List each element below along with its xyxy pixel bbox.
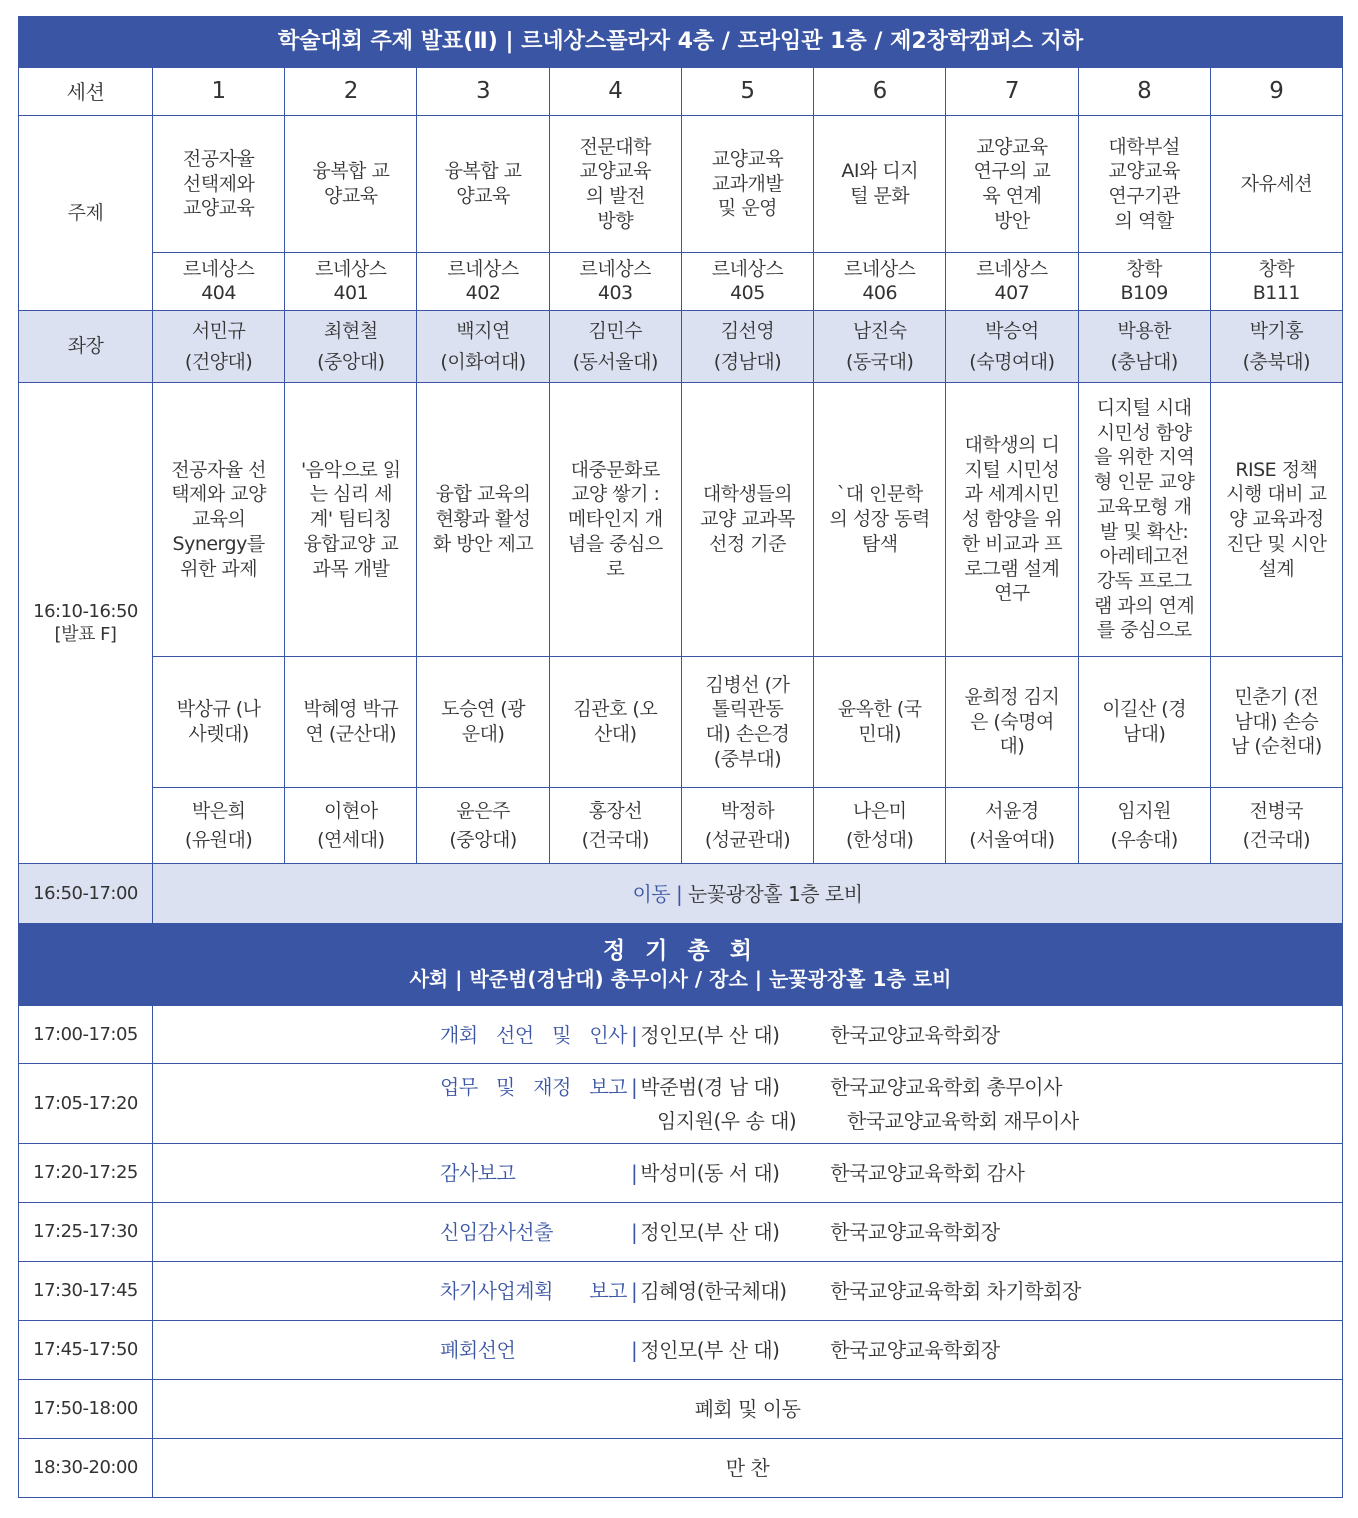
session-discussant <box>417 788 549 864</box>
event-time: 17:05-17:20 <box>19 1064 153 1144</box>
chair-affiliation: (동국대) <box>846 350 914 373</box>
event-person: 박성미(동 서 대) <box>640 1161 780 1185</box>
chair-affiliation: (충남대) <box>1110 350 1178 373</box>
session-number: 5 <box>681 68 813 116</box>
event-bar: | <box>631 1161 638 1185</box>
session-topic: 교양교육 연구의 교육 연계 방안 <box>946 116 1078 253</box>
chair-affiliation: (충북대) <box>1242 350 1311 373</box>
event-label: 개회 선언 및 인사 <box>440 1022 627 1047</box>
event-line <box>155 1070 1340 1104</box>
chair-name: 김민수 <box>588 320 643 343</box>
session-topic: 자유세션 <box>1210 116 1342 253</box>
session-number: 1 <box>153 68 285 116</box>
meeting-event-row <box>19 1144 1343 1203</box>
chair-affiliation: (경남대) <box>713 350 782 373</box>
event-line <box>155 1278 1340 1304</box>
dinner-text: 만 찬 <box>153 1439 1343 1498</box>
table-title: 학술대회 주제 발표(Ⅱ) | 르네상스플라자 4층 / 프라임관 1층 / 제2창학캠퍼스 지하 <box>19 17 1343 68</box>
discussant-name: 임지원 <box>1117 800 1171 822</box>
session-topic: 융복합 교양교육 <box>417 116 549 253</box>
event-time: 17:25-17:30 <box>19 1203 153 1262</box>
event-bar: | <box>631 1074 638 1099</box>
session-presenter: 윤옥한 (국민대) <box>814 657 946 788</box>
meeting-event-row <box>19 1321 1343 1380</box>
event-role: 한국교양교육학회 총무이사 <box>830 1074 1062 1099</box>
session-room: 창학 B111 <box>1210 253 1342 311</box>
event-detail <box>153 1203 1343 1262</box>
session-discussant <box>1078 788 1210 864</box>
event-line <box>155 1160 1340 1186</box>
discussant-name: 박은희 <box>191 800 246 822</box>
session-chair <box>153 311 285 383</box>
event-detail <box>153 1064 1343 1144</box>
session-paper-title: 대중문화로 교양 쌓기 : 메타인지 개념을 중심으로 <box>549 383 681 657</box>
event-time: 17:30-17:45 <box>19 1262 153 1321</box>
session-discussant <box>814 788 946 864</box>
discussant-affiliation: (한성대) <box>846 828 914 851</box>
dinner-time: 18:30-20:00 <box>19 1439 153 1498</box>
session-topic: 융복합 교양교육 <box>285 116 417 253</box>
session-paper-title: 융합 교육의 현황과 활성화 방안 제고 <box>417 383 549 657</box>
event-person: 박준범(경 남 대) <box>640 1074 780 1099</box>
dinner-row <box>19 1439 1343 1498</box>
event-line <box>155 1022 1340 1048</box>
session-chair <box>285 311 417 383</box>
schedule-table <box>18 16 1343 1498</box>
event-role: 한국교양교육학회 차기학회장 <box>830 1279 1081 1303</box>
discussant-affiliation: (성균관대) <box>704 828 791 851</box>
event-person: 정인모(부 산 대) <box>640 1022 780 1047</box>
event-time: 17:20-17:25 <box>19 1144 153 1203</box>
session-discussant <box>946 788 1078 864</box>
discussant-affiliation: (건국대) <box>1242 828 1311 851</box>
event-line <box>155 1337 1340 1363</box>
session-paper-title: 대학생들의 교양 교과목 선정 기준 <box>681 383 813 657</box>
general-meeting-title: 정 기 총 회 <box>603 937 758 964</box>
event-person: 정인모(부 산 대) <box>640 1338 780 1362</box>
event-detail <box>153 1321 1343 1380</box>
event-person-2: 임지원(우 송 대) <box>657 1108 797 1133</box>
event-line-2 <box>155 1104 1340 1138</box>
session-chair <box>549 311 681 383</box>
presentation-time: 16:10-16:50 <box>33 600 138 622</box>
session-room: 르네상스 402 <box>417 253 549 311</box>
presentation-time-cell <box>19 383 153 864</box>
session-number: 3 <box>417 68 549 116</box>
session-number: 2 <box>285 68 417 116</box>
session-chair <box>814 311 946 383</box>
discussant-name: 홍장선 <box>588 800 643 822</box>
session-topic: AI와 디지털 문화 <box>814 116 946 253</box>
chair-name: 박기홍 <box>1249 320 1304 343</box>
event-detail <box>153 1006 1343 1064</box>
chair-name: 서민규 <box>191 320 246 343</box>
move-time: 16:50-17:00 <box>19 864 153 924</box>
discussant-affiliation: (유원대) <box>184 828 253 851</box>
event-label: 차기사업계획 보고 <box>440 1279 627 1303</box>
event-bar: | <box>631 1279 638 1303</box>
event-detail <box>153 1262 1343 1321</box>
session-presenter: 김병선 (가톨릭관동대) 손은경 (중부대) <box>681 657 813 788</box>
meeting-event-row <box>19 1064 1343 1144</box>
discussant-name: 윤은주 <box>456 800 510 822</box>
event-label: 폐회선언 <box>440 1338 516 1362</box>
session-chair <box>1210 311 1342 383</box>
session-paper-title: 디지털 시대 시민성 함양을 위한 지역형 인문 교양교육모형 개발 및 확산: 아레테고전 강독 프로그램 과의 연계를 중심으로 <box>1078 383 1210 657</box>
chair-affiliation: (건양대) <box>184 350 253 373</box>
session-paper-title: '음악으로 읽는 심리 세계' 팀티칭 융합교양 교과목 개발 <box>285 383 417 657</box>
session-discussant <box>1210 788 1342 864</box>
session-discussant <box>681 788 813 864</box>
topic-label: 주제 <box>19 116 153 311</box>
discussant-affiliation: (연세대) <box>317 828 385 851</box>
discussant-affiliation: (서울여대) <box>969 828 1055 851</box>
session-chair <box>946 311 1078 383</box>
discussant-affiliation: (우송대) <box>1110 828 1178 851</box>
event-bar: | <box>631 1022 638 1047</box>
event-role: 한국교양교육학회장 <box>830 1220 1000 1244</box>
chair-name: 박용한 <box>1117 320 1171 343</box>
session-number: 6 <box>814 68 946 116</box>
chair-affiliation: (숙명여대) <box>969 350 1055 373</box>
session-presenter: 윤희정 김지은 (숙명여대) <box>946 657 1078 788</box>
discussant-name: 나은미 <box>852 800 907 822</box>
chair-label: 좌장 <box>19 311 153 383</box>
session-room: 르네상스 401 <box>285 253 417 311</box>
session-topic: 교양교육 교과개발 및 운영 <box>681 116 813 253</box>
session-paper-title: `대 인문학의 성장 동력 탐색 <box>814 383 946 657</box>
session-topic: 전공자율 선택제와 교양교육 <box>153 116 285 253</box>
session-presenter: 김관호 (오산대) <box>549 657 681 788</box>
session-chair <box>1078 311 1210 383</box>
event-line <box>155 1219 1340 1245</box>
chair-name: 박승억 <box>985 320 1039 343</box>
chair-name: 백지연 <box>456 320 510 343</box>
session-presenter: 박혜영 박규연 (군산대) <box>285 657 417 788</box>
session-number: 7 <box>946 68 1078 116</box>
general-meeting-subtitle: 사회 | 박준범(경남대) 총무이사 / 장소 | 눈꽃광장홀 1층 로비 <box>409 967 952 992</box>
session-discussant <box>285 788 417 864</box>
session-number: 4 <box>549 68 681 116</box>
chair-affiliation: (동서울대) <box>572 350 658 373</box>
chair-name: 최현철 <box>324 320 378 343</box>
move-cell <box>153 864 1343 924</box>
closing-time: 17:50-18:00 <box>19 1380 153 1439</box>
move-bar: | <box>675 881 683 906</box>
session-paper-title: RISE 정책 시행 대비 교양 교육과정 진단 및 시안 설계 <box>1210 383 1342 657</box>
chair-name: 김선영 <box>720 320 775 343</box>
event-label: 업무 및 재정 보고 <box>440 1074 627 1099</box>
presentation-label: [발표 F] <box>54 624 117 645</box>
session-label: 세션 <box>19 68 153 116</box>
session-presenter: 이길산 (경남대) <box>1078 657 1210 788</box>
closing-row <box>19 1380 1343 1439</box>
session-discussant <box>153 788 285 864</box>
discussant-affiliation: (건국대) <box>581 828 649 851</box>
event-label: 신임감사선출 <box>440 1220 553 1244</box>
session-chair <box>417 311 549 383</box>
event-person: 김혜영(한국체대) <box>640 1279 787 1303</box>
event-person: 정인모(부 산 대) <box>640 1220 780 1244</box>
event-detail <box>153 1144 1343 1203</box>
chair-affiliation: (중앙대) <box>317 350 385 373</box>
discussant-name: 서윤경 <box>985 800 1039 822</box>
meeting-event-row <box>19 1262 1343 1321</box>
session-paper-title: 전공자율 선택제와 교양교육의 Synergy를 위한 과제 <box>153 383 285 657</box>
session-discussant <box>549 788 681 864</box>
session-room: 르네상스 403 <box>549 253 681 311</box>
session-room: 르네상스 404 <box>153 253 285 311</box>
session-number: 9 <box>1210 68 1342 116</box>
event-role: 한국교양교육학회 감사 <box>830 1161 1025 1185</box>
chair-name: 남진숙 <box>852 320 907 343</box>
event-bar: | <box>631 1220 638 1244</box>
discussant-name: 이현아 <box>324 800 378 822</box>
event-role: 한국교양교육학회장 <box>830 1022 1000 1047</box>
event-time: 17:00-17:05 <box>19 1006 153 1064</box>
session-room: 르네상스 406 <box>814 253 946 311</box>
session-room: 창학 B109 <box>1078 253 1210 311</box>
event-label: 감사보고 <box>440 1161 516 1185</box>
session-room: 르네상스 407 <box>946 253 1078 311</box>
session-topic: 전문대학 교양교육의 발전 방향 <box>549 116 681 253</box>
session-presenter: 민춘기 (전남대) 손승남 (순천대) <box>1210 657 1342 788</box>
session-room: 르네상스 405 <box>681 253 813 311</box>
session-presenter: 박상규 (나사렛대) <box>153 657 285 788</box>
event-role-2: 한국교양교육학회 재무이사 <box>847 1108 1079 1133</box>
closing-text: 폐회 및 이동 <box>153 1380 1343 1439</box>
event-role: 한국교양교육학회장 <box>830 1338 1000 1362</box>
event-time: 17:45-17:50 <box>19 1321 153 1380</box>
event-bar: | <box>631 1338 638 1362</box>
session-number: 8 <box>1078 68 1210 116</box>
session-paper-title: 대학생의 디지털 시민성과 세계시민성 함양을 위한 비교과 프로그램 설계 연구 <box>946 383 1078 657</box>
discussant-affiliation: (중앙대) <box>449 828 517 851</box>
move-place: 눈꽃광장홀 1층 로비 <box>688 881 863 906</box>
discussant-name: 박정하 <box>720 800 775 822</box>
session-topic: 대학부설 교양교육 연구기관의 역할 <box>1078 116 1210 253</box>
session-presenter: 도승연 (광운대) <box>417 657 549 788</box>
move-label: 이동 <box>632 881 671 906</box>
discussant-name: 전병국 <box>1249 800 1304 822</box>
meeting-event-row <box>19 1203 1343 1262</box>
session-chair <box>681 311 813 383</box>
meeting-event-row <box>19 1006 1343 1064</box>
general-meeting-header <box>19 924 1343 1006</box>
chair-affiliation: (이화여대) <box>440 350 526 373</box>
